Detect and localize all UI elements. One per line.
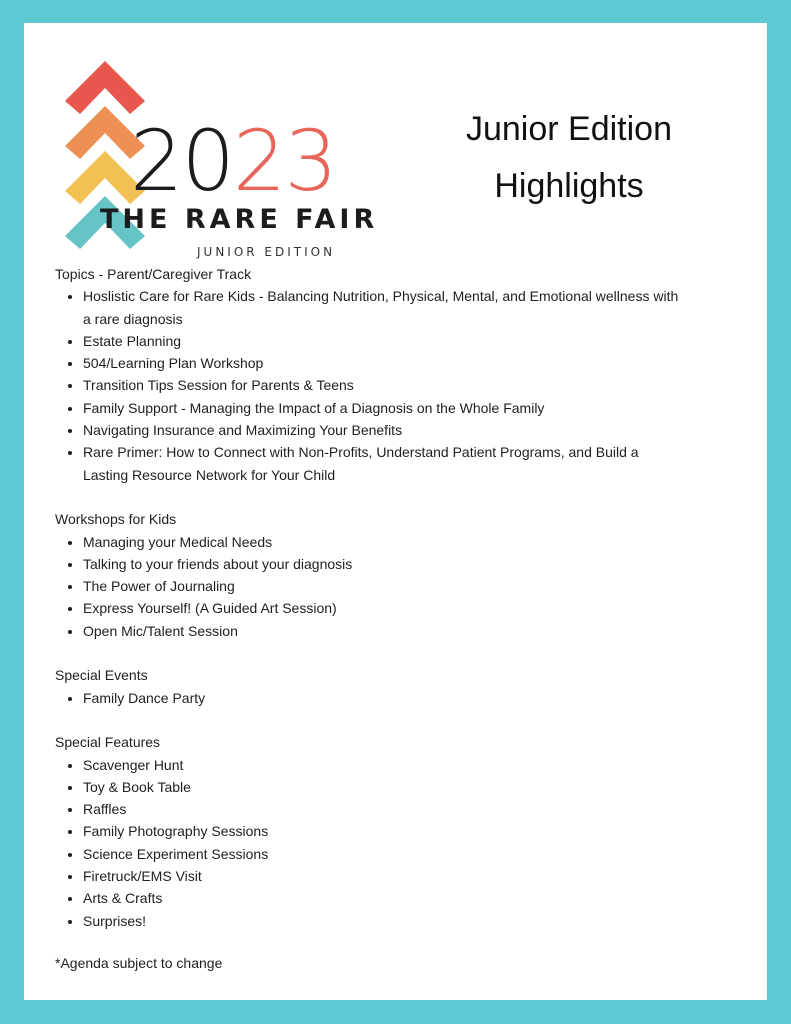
list-item: • The Power of Journaling: [83, 575, 735, 597]
list-item: • Managing your Medical Needs: [83, 531, 735, 553]
section-special-features: [55, 731, 735, 932]
section-special-events: [55, 664, 735, 709]
footnote: *Agenda subject to change: [55, 955, 223, 971]
list-item: • Family Dance Party: [83, 687, 735, 709]
list-item: • Firetruck/EMS Visit: [83, 865, 735, 887]
list-item: • Toy & Book Table: [83, 776, 735, 798]
list-item: • Open Mic/Talent Session: [83, 620, 735, 642]
list-item: • Scavenger Hunt: [83, 754, 735, 776]
list-item: • Estate Planning: [83, 330, 735, 352]
brand-subtitle: JUNIOR EDITION: [197, 245, 336, 259]
list-item: • Navigating Insurance and Maximizing Your Benefits: [83, 419, 735, 441]
section-heading: Topics - Parent/Caregiver Track: [55, 266, 252, 282]
section-heading: Special Features: [55, 734, 161, 751]
year-part-3: 3: [284, 112, 336, 210]
list-item: • Surprises!: [83, 910, 735, 932]
special-events-list: [55, 687, 735, 709]
list-item: • Family Photography Sessions: [83, 820, 735, 842]
list-item: • Family Support - Managing the Impact of a Diagnosis on the Whole Family: [83, 397, 735, 419]
list-item: • Science Experiment Sessions: [83, 843, 735, 865]
parent-track-list: [55, 285, 735, 486]
list-item: • 504/Learning Plan Workshop: [83, 352, 735, 374]
section-heading: Special Events: [55, 667, 148, 684]
year-part-2: 2: [232, 112, 285, 210]
list-item: • Transition Tips Session for Parents & Teens: [83, 374, 735, 396]
brand-name: THE RARE FAIR: [100, 204, 379, 235]
list-item: • Talking to your friends about your diagnosis: [83, 553, 735, 575]
section-parent-track: [55, 263, 735, 486]
title-line-1: Junior Edition: [465, 110, 672, 148]
section-kids-workshops: [55, 508, 735, 642]
list-item: • Raffles: [83, 798, 735, 820]
highlights-content: [55, 263, 735, 932]
list-item: • Arts & Crafts: [83, 887, 735, 909]
rare-fair-logo: [60, 61, 379, 261]
year-part-1: 20: [130, 112, 233, 210]
special-features-list: [55, 754, 735, 932]
list-item: • Express Yourself! (A Guided Art Session): [83, 597, 735, 619]
flyer-page: [24, 23, 767, 1000]
title-line-2: Highlights: [494, 167, 644, 205]
section-heading: Workshops for Kids: [55, 511, 177, 528]
kids-workshops-list: [55, 531, 735, 642]
list-item: • Hoslistic Care for Rare Kids - Balancing Nutrition, Physical, Mental, and Emotional wellness with a rare diagnosis: [83, 285, 683, 330]
list-item: • Rare Primer: How to Connect with Non-Profits, Understand Patient Programs, and Build a Lasting Resource Network for Your Child: [83, 441, 653, 486]
page-title: [424, 101, 714, 215]
